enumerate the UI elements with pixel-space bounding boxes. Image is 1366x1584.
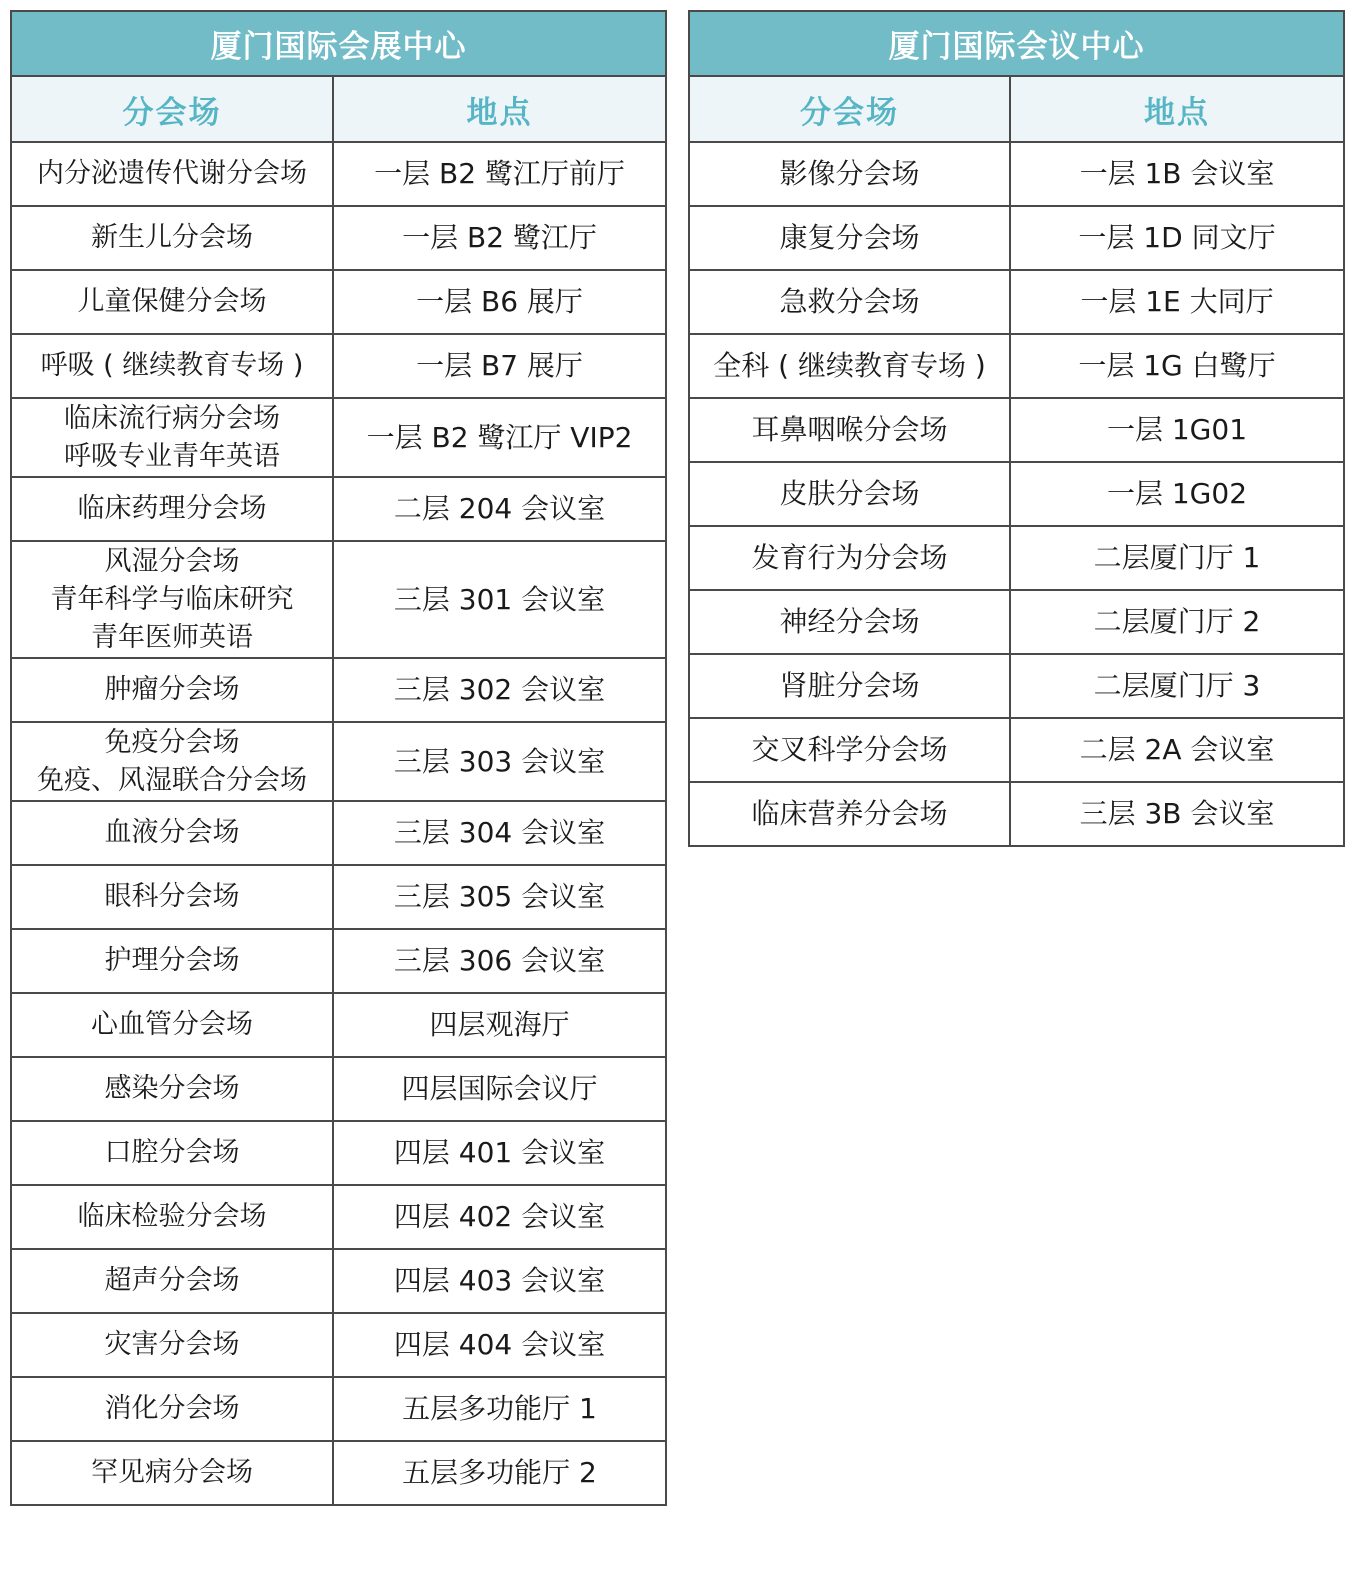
location-cell: 一层 1G 白鹭厅: [1010, 334, 1344, 398]
table-row: [689, 462, 1344, 526]
table-row: [11, 1185, 666, 1249]
location-cell: 一层 B7 展厅: [333, 334, 666, 398]
location-cell: 三层 305 会议室: [333, 865, 666, 929]
table-row: [11, 865, 666, 929]
table-row: [11, 1121, 666, 1185]
table-row: [11, 477, 666, 541]
column-header-row: [689, 76, 1344, 142]
venue-cell: 神经分会场: [689, 590, 1010, 654]
venue-cell: 风湿分会场 青年科学与临床研究 青年医师英语: [11, 541, 333, 658]
table-row: [689, 334, 1344, 398]
column-header-location: 地点: [1010, 76, 1344, 142]
venue-cell: 心血管分会场: [11, 993, 333, 1057]
location-cell: 四层 402 会议室: [333, 1185, 666, 1249]
column-header-row: [11, 76, 666, 142]
venue-cell: 血液分会场: [11, 801, 333, 865]
table-row: [689, 590, 1344, 654]
table-row: [11, 270, 666, 334]
column-header-venue: 分会场: [689, 76, 1010, 142]
table-title: 厦门国际会议中心: [689, 11, 1344, 76]
venue-cell: 免疫分会场 免疫、风湿联合分会场: [11, 722, 333, 801]
venue-cell: 耳鼻咽喉分会场: [689, 398, 1010, 462]
table-row: [11, 1377, 666, 1441]
location-cell: 五层多功能厅 2: [333, 1441, 666, 1505]
venue-cell: 发育行为分会场: [689, 526, 1010, 590]
venue-cell: 影像分会场: [689, 142, 1010, 206]
table-row: [689, 398, 1344, 462]
table-row: [11, 1249, 666, 1313]
venue-cell: 临床检验分会场: [11, 1185, 333, 1249]
venue-cell: 消化分会场: [11, 1377, 333, 1441]
table-title-row: [689, 11, 1344, 76]
table-row: [11, 541, 666, 658]
table-row: [11, 993, 666, 1057]
table-row: [11, 142, 666, 206]
location-cell: 四层 403 会议室: [333, 1249, 666, 1313]
venue-cell: 超声分会场: [11, 1249, 333, 1313]
table-row: [689, 142, 1344, 206]
location-cell: 三层 306 会议室: [333, 929, 666, 993]
location-cell: 一层 1E 大同厅: [1010, 270, 1344, 334]
venue-cell: 康复分会场: [689, 206, 1010, 270]
venue-cell: 新生儿分会场: [11, 206, 333, 270]
location-cell: 一层 1G01: [1010, 398, 1344, 462]
table-title: 厦门国际会展中心: [11, 11, 666, 76]
venue-cell: 临床流行病分会场 呼吸专业青年英语: [11, 398, 333, 477]
venue-cell: 交叉科学分会场: [689, 718, 1010, 782]
column-header-location: 地点: [333, 76, 666, 142]
table-row: [11, 206, 666, 270]
table-row: [11, 1441, 666, 1505]
location-cell: 二层厦门厅 2: [1010, 590, 1344, 654]
venue-cell: 急救分会场: [689, 270, 1010, 334]
venue-cell: 口腔分会场: [11, 1121, 333, 1185]
location-cell: 四层 404 会议室: [333, 1313, 666, 1377]
table-row: [11, 801, 666, 865]
venue-cell: 临床营养分会场: [689, 782, 1010, 846]
venue-cell: 眼科分会场: [11, 865, 333, 929]
venue-cell: 皮肤分会场: [689, 462, 1010, 526]
venue-cell: 内分泌遗传代谢分会场: [11, 142, 333, 206]
table-row: [11, 1057, 666, 1121]
table-row: [689, 526, 1344, 590]
table-row: [11, 398, 666, 477]
venue-cell: 感染分会场: [11, 1057, 333, 1121]
venue-cell: 呼吸 ( 继续教育专场 ): [11, 334, 333, 398]
location-cell: 三层 303 会议室: [333, 722, 666, 801]
venue-cell: 护理分会场: [11, 929, 333, 993]
location-cell: 三层 302 会议室: [333, 658, 666, 722]
column-header-venue: 分会场: [11, 76, 333, 142]
venue-cell: 儿童保健分会场: [11, 270, 333, 334]
location-cell: 四层观海厅: [333, 993, 666, 1057]
location-cell: 一层 B2 鹭江厅前厅: [333, 142, 666, 206]
location-cell: 三层 304 会议室: [333, 801, 666, 865]
venue-cell: 罕见病分会场: [11, 1441, 333, 1505]
conference-center-table: [688, 10, 1345, 847]
location-cell: 五层多功能厅 1: [333, 1377, 666, 1441]
table-row: [11, 334, 666, 398]
location-cell: 一层 1B 会议室: [1010, 142, 1344, 206]
table-row: [689, 654, 1344, 718]
table-row: [689, 206, 1344, 270]
location-cell: 二层 2A 会议室: [1010, 718, 1344, 782]
location-cell: 二层厦门厅 3: [1010, 654, 1344, 718]
location-cell: 一层 B6 展厅: [333, 270, 666, 334]
venue-cell: 肾脏分会场: [689, 654, 1010, 718]
venue-cell: 灾害分会场: [11, 1313, 333, 1377]
table-title-row: [11, 11, 666, 76]
location-cell: 四层国际会议厅: [333, 1057, 666, 1121]
location-cell: 一层 1D 同文厅: [1010, 206, 1344, 270]
table-row: [11, 929, 666, 993]
table-row: [11, 658, 666, 722]
table-row: [689, 270, 1344, 334]
table-row: [689, 782, 1344, 846]
venue-cell: 临床药理分会场: [11, 477, 333, 541]
exhibition-center-table: [10, 10, 667, 1506]
location-cell: 三层 301 会议室: [333, 541, 666, 658]
location-cell: 二层 204 会议室: [333, 477, 666, 541]
table-row: [11, 722, 666, 801]
location-cell: 一层 B2 鹭江厅 VIP2: [333, 398, 666, 477]
venue-cell: 肿瘤分会场: [11, 658, 333, 722]
location-cell: 一层 1G02: [1010, 462, 1344, 526]
venue-cell: 全科 ( 继续教育专场 ): [689, 334, 1010, 398]
location-cell: 二层厦门厅 1: [1010, 526, 1344, 590]
table-row: [689, 718, 1344, 782]
location-cell: 四层 401 会议室: [333, 1121, 666, 1185]
table-row: [11, 1313, 666, 1377]
location-cell: 三层 3B 会议室: [1010, 782, 1344, 846]
location-cell: 一层 B2 鹭江厅: [333, 206, 666, 270]
